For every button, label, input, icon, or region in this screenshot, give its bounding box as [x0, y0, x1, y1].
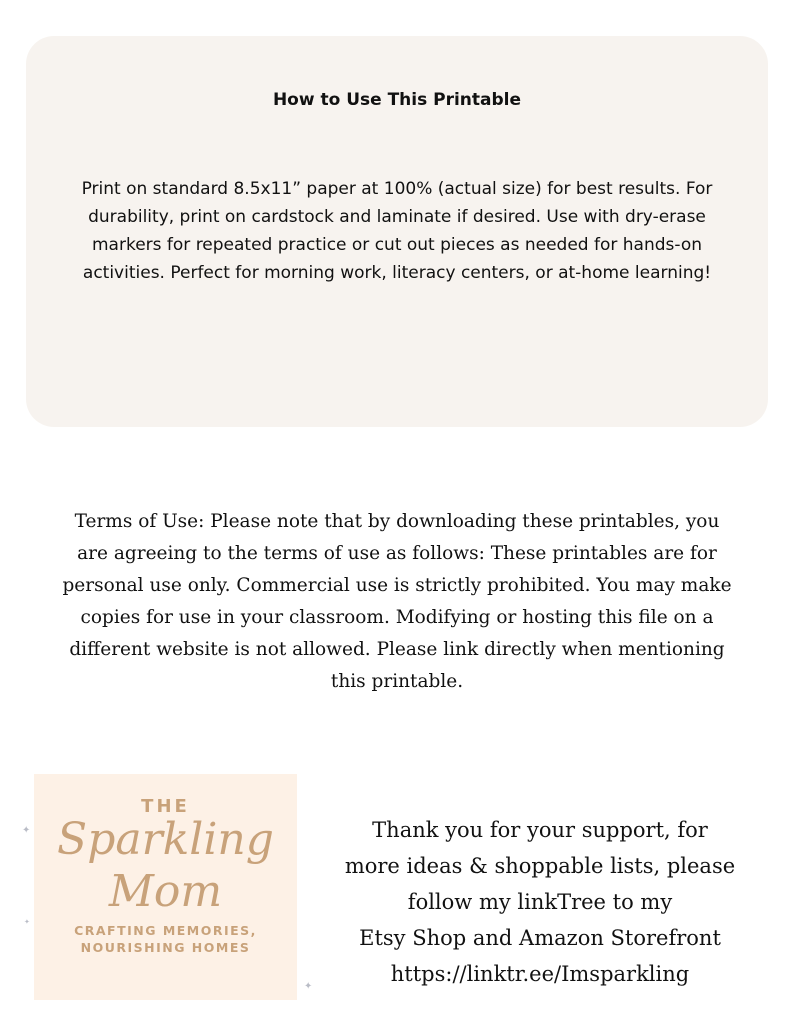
logo-mom-text: Mom [108, 866, 223, 917]
sparkling-mom-logo [34, 774, 297, 1000]
thank-you-line-3: follow my linkTree to my [407, 890, 673, 914]
how-to-use-title: How to Use This Printable [272, 90, 522, 110]
logo-the-text: THE [141, 796, 190, 817]
sparkle-icon: ✦ [22, 825, 31, 836]
how-to-use-instructions: Print on standard 8.5x11” paper at 100% (actual size) for best results. For durability, print on cardstock and laminate if desired. Use with dry-erase markers for repeated practice or cut out pieces as needed for hands-on activities. Perfect for morning work, literacy centers, or at-home learning! [81, 179, 713, 283]
sparkle-icon: ✦ [24, 919, 30, 926]
thank-you-line-1: Thank you for your support, for [372, 818, 708, 842]
sparkle-icon: ✦ [304, 981, 313, 992]
thank-you-line-2: more ideas & shoppable lists, please [344, 854, 736, 878]
thank-you-message [320, 812, 760, 992]
linktree-link[interactable]: https://linktr.ee/Imsparkling [390, 962, 690, 986]
terms-of-use-text: Terms of Use: Please note that by downloading these printables, you are agreeing to the terms of use as follows: These printables are for personal use only. Commercial use is strictly prohibited. You may make copies for use in your classroom. Modifying or hosting this file on a different website is not allowed. Please link directly when mentioning this printable. [62, 511, 732, 692]
thank-you-line-4: Etsy Shop and Amazon Storefront [359, 926, 721, 950]
logo-tagline-line-2: NOURISHING HOMES [80, 940, 251, 955]
logo-tagline-line-1: CRAFTING MEMORIES, [74, 923, 257, 938]
logo-tagline [34, 922, 297, 956]
logo-sparkling-text: Sparkling [57, 814, 274, 865]
